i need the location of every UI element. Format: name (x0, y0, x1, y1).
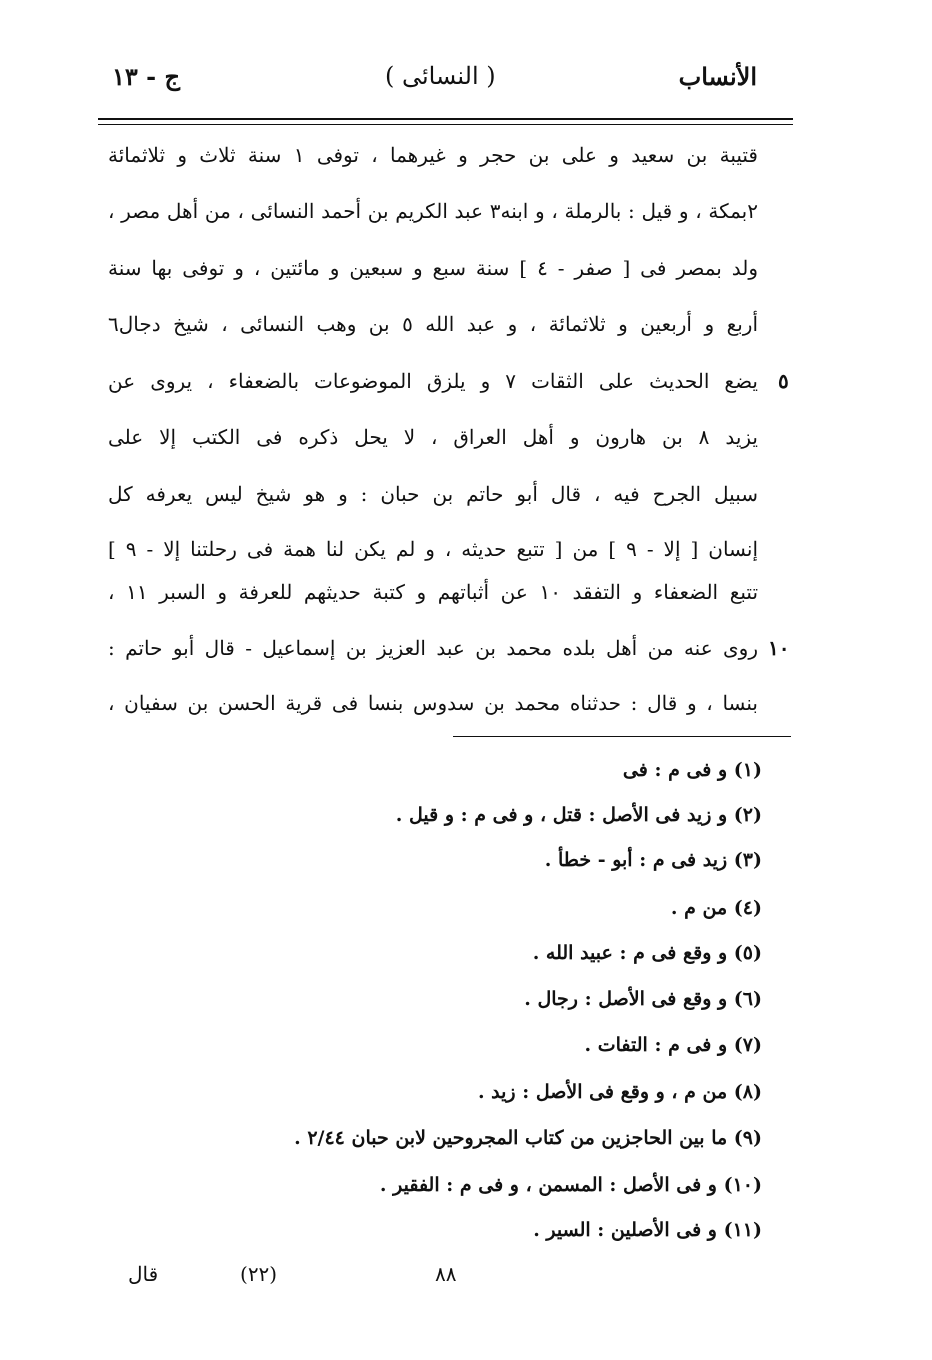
body-line-6: يزيد ٨ بن هارون و أهل العراق ، لا يحل ذكره فى الكتب إلا على (108, 425, 758, 449)
footnote-9: (٩) ما بين الحاجزين من كتاب المجروحين لابن حبان ٢/٤٤ . (294, 1127, 762, 1149)
running-title: الأنساب (678, 62, 757, 91)
footnote-rule (453, 736, 791, 737)
footnote-6: (٦) و وقع فى الأصل : رجال . (524, 988, 762, 1010)
body-line-11: بنسا ، و قال : حدثناه محمد بن سدوس بنسا فى قرية الحسن بن سفيان ، (108, 691, 758, 715)
volume-number: ج - ١٣ (112, 62, 180, 91)
body-line-4: أربع و أربعين و ثلاثمائة ، و عبد الله ٥ بن وهب النسائى ، شيخ دجال٦ (108, 312, 758, 336)
footnote-11: (١١) و فى الأصلين : السير . (533, 1219, 762, 1241)
entry-heading: ( النسائى ) (385, 62, 496, 90)
body-line-3: ولد بمصر فى [ صفر - ٤ ] سنة سبع و سبعين و مائتين ، و توفى بها سنة (108, 256, 758, 280)
body-line-5: يضع الحديث على الثقات ٧ و يلزق الموضوعات بالضعفاء ، يروى عن (108, 369, 758, 393)
body-line-9: تتبع الضعفاء و التفقد ١٠ عن أثباتهم و كتبة حديثهم للعرفة و السبر ١١ ، (108, 580, 758, 604)
catchword: قال (128, 1262, 159, 1286)
line-number-10: ١٠ (768, 636, 790, 660)
footnote-1: (١) و فى م : فى (622, 759, 762, 781)
body-line-2: ٢بمكة ، و قيل : بالرملة ، و ابنه٣ عبد الكريم بن أحمد النسائى ، من أهل مصر ، (108, 199, 758, 223)
signature-mark: (٢٢) (240, 1262, 278, 1286)
line-number-5: ٥ (778, 369, 789, 393)
footnote-7: (٧) و فى م : التفات . (584, 1034, 762, 1056)
body-line-8: إنسان [ إلا - ٩ ] من [ تتبع حديثه ، و لم يكن لنا همة فى رحلتنا إلا - ٩ ] (108, 537, 758, 561)
footnote-5: (٥) و وقع فى م : عبيد الله . (532, 942, 762, 964)
body-line-7: سبيل الجرح فيه ، قال أبو حاتم بن حبان : و هو شيخ ليس يعرفه كل (108, 482, 758, 506)
body-line-10: روى عنه من أهل بلده محمد بن عبد العزيز بن إسماعيل - قال أبو حاتم : (108, 636, 758, 660)
page-number: ٨٨ (435, 1262, 457, 1286)
footnote-10: (١٠) و فى الأصل : المسمن ، و فى م : الفقير . (379, 1174, 762, 1196)
footnote-2: (٢) و زيد فى الأصل : قتل ، و فى م : و قيل . (395, 804, 762, 826)
body-line-1: قتيبة بن سعيد و على بن حجر و غيرهما ، توفى ١ سنة ثلاث و ثلاثمائة (108, 143, 758, 167)
header-rule-thin (98, 124, 793, 125)
header-rule-thick (98, 118, 793, 120)
footnote-8: (٨) من م ، و وقع فى الأصل : زيد . (477, 1081, 762, 1103)
footnote-3: (٣) زيد فى م : أبو - خطأ . (544, 849, 762, 871)
footnote-4: (٤) من م . (670, 897, 762, 919)
